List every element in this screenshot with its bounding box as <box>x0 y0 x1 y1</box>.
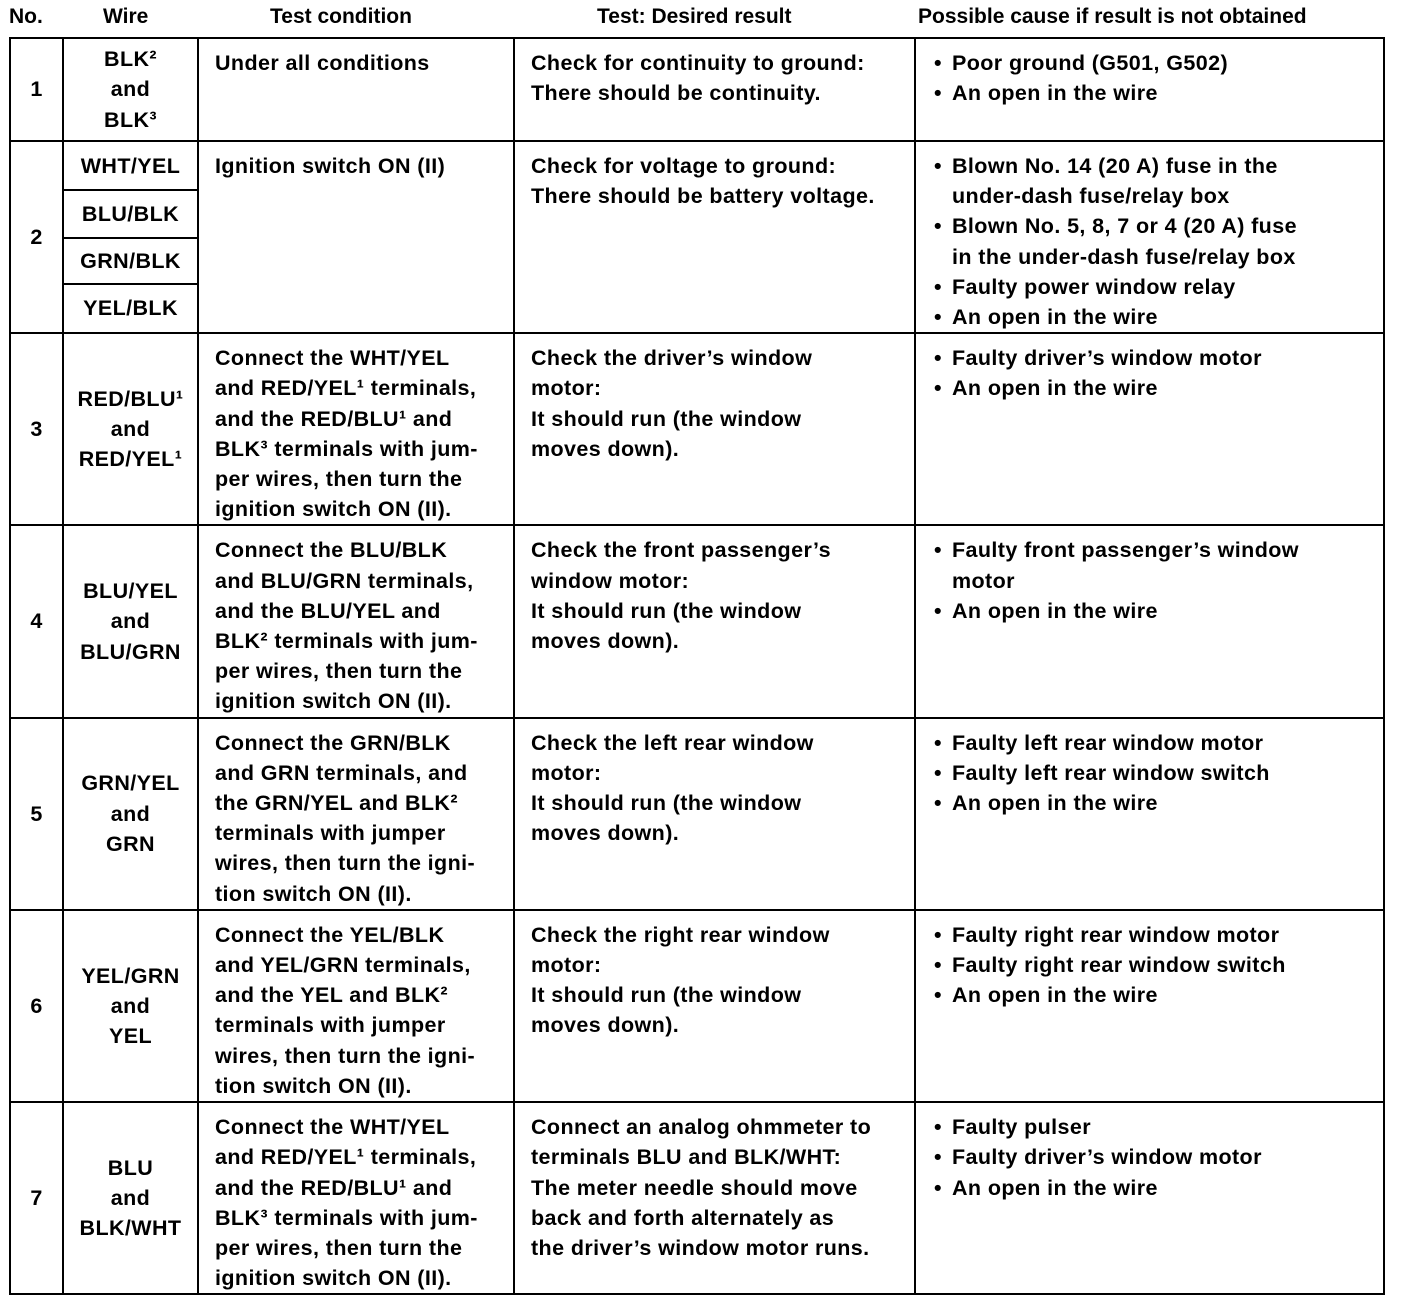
test-condition-cell <box>198 525 514 717</box>
cause-list <box>932 535 1383 626</box>
row-number: 3 <box>10 333 63 525</box>
cause-line: motor <box>952 568 1015 593</box>
wire-line: and <box>110 1186 151 1211</box>
wire-line: BLU <box>107 1155 154 1180</box>
test-condition-line: Connect the WHT/YEL <box>215 346 450 371</box>
test-condition-line: Ignition switch ON (II) <box>215 154 446 178</box>
desired-result-line: moves down). <box>531 629 680 654</box>
test-condition-line: and BLU/GRN terminals, <box>215 568 474 593</box>
desired-result-line: It should run (the window <box>531 791 802 816</box>
desired-result-cell <box>514 141 915 333</box>
wire-line: and <box>110 993 151 1018</box>
cause-line: • An open in the wire <box>952 376 1158 401</box>
cause-line: • An open in the wire <box>952 81 1158 106</box>
cause-line: • Faulty power window relay <box>952 274 1236 299</box>
wire-line: RED/BLU¹ <box>77 387 184 412</box>
desired-result-line: Check for continuity to ground: <box>531 51 865 75</box>
test-condition-line: tion switch ON (II). <box>215 881 412 906</box>
cause-item <box>932 728 1383 758</box>
test-condition-line: BLK² terminals with jum- <box>215 629 478 654</box>
test-condition-line: ignition switch ON (II). <box>215 1266 452 1291</box>
wire-cell <box>63 38 198 141</box>
cause-item <box>932 1173 1383 1203</box>
wire-line: YEL <box>108 1024 152 1049</box>
test-condition-cell <box>198 333 514 525</box>
desired-result-line: Check the front passenger’s <box>531 538 831 563</box>
possible-cause-cell <box>915 910 1384 1102</box>
wire-line: and <box>110 417 151 442</box>
cause-item <box>932 1142 1383 1172</box>
test-condition-line: Connect the GRN/BLK <box>215 730 451 755</box>
desired-result-line: It should run (the window <box>531 406 802 431</box>
desired-result-line: The meter needle should move <box>531 1175 858 1200</box>
desired-result-cell <box>514 38 915 141</box>
cause-list <box>932 1112 1383 1203</box>
row-number: 6 <box>10 910 63 1102</box>
possible-cause-cell <box>915 1102 1384 1294</box>
desired-result-line: motor: <box>531 376 602 401</box>
cause-line: • Faulty driver’s window motor <box>952 1145 1262 1170</box>
cause-list <box>932 728 1383 819</box>
cause-item <box>932 535 1383 595</box>
desired-result-line: Check the driver’s window <box>531 346 813 371</box>
desired-result-line: the driver’s window motor runs. <box>531 1235 870 1260</box>
possible-cause-cell <box>915 141 1384 333</box>
test-condition-line: and RED/YEL¹ terminals, <box>215 1145 477 1170</box>
test-condition-line: per wires, then turn the <box>215 467 463 492</box>
desired-result-cell <box>514 1102 915 1294</box>
cause-line: • Faulty driver’s window motor <box>952 346 1262 371</box>
desired-result-cell <box>514 910 915 1102</box>
possible-cause-cell <box>915 333 1384 525</box>
desired-result-line: motor: <box>531 953 602 978</box>
test-condition-line: and the RED/BLU¹ and <box>215 406 453 431</box>
cause-item <box>932 272 1383 302</box>
cause-item <box>932 980 1383 1010</box>
test-condition-line: BLK³ terminals with jum- <box>215 1205 478 1230</box>
test-condition-line: wires, then turn the igni- <box>215 1043 476 1068</box>
cause-line: • Faulty right rear window switch <box>952 953 1286 978</box>
desired-result-line: motor: <box>531 760 602 785</box>
cause-list <box>932 151 1383 332</box>
desired-result-line: Check for voltage to ground: <box>531 154 837 178</box>
row-number: 4 <box>10 525 63 717</box>
cause-item <box>932 211 1383 271</box>
row-number: 7 <box>10 1102 63 1294</box>
wire-line: and <box>110 77 151 102</box>
table-row <box>10 718 1384 910</box>
cause-line: • Blown No. 14 (20 A) fuse in the <box>952 154 1278 178</box>
table-row <box>10 1102 1384 1294</box>
wire-line: YEL/GRN <box>81 963 180 988</box>
wire-cell <box>63 718 198 910</box>
test-condition-line: and YEL/GRN terminals, <box>215 953 471 978</box>
wire-cell: BLU/BLK <box>63 190 198 237</box>
desired-result-line: back and forth alternately as <box>531 1205 835 1230</box>
row-number: 5 <box>10 718 63 910</box>
cause-line: • An open in the wire <box>952 791 1158 816</box>
test-condition-line: the GRN/YEL and BLK² <box>215 791 458 816</box>
desired-result-line: window motor: <box>531 568 690 593</box>
cause-item <box>932 302 1383 332</box>
table-row <box>10 525 1384 717</box>
test-condition-line: Connect the YEL/BLK <box>215 922 445 947</box>
wire-line: BLK/WHT <box>79 1216 182 1241</box>
test-condition-line: BLK³ terminals with jum- <box>215 436 478 461</box>
header-no: No. <box>9 5 43 28</box>
wire-line: GRN <box>106 831 155 856</box>
cause-line: • Poor ground (G501, G502) <box>952 51 1229 75</box>
desired-result-line: moves down). <box>531 1013 680 1038</box>
cause-item <box>932 373 1383 403</box>
troubleshooting-table <box>9 37 1385 1295</box>
cause-line: • An open in the wire <box>952 1175 1158 1200</box>
test-condition-line: and GRN terminals, and <box>215 760 468 785</box>
desired-result-line: Check the right rear window <box>531 922 830 947</box>
desired-result-cell <box>514 525 915 717</box>
test-condition-cell <box>198 141 514 333</box>
wire-cell <box>63 910 198 1102</box>
cause-line: • An open in the wire <box>952 305 1158 330</box>
cause-item <box>932 78 1383 108</box>
desired-result-line: moves down). <box>531 821 680 846</box>
cause-line: • An open in the wire <box>952 598 1158 623</box>
test-condition-line: ignition switch ON (II). <box>215 689 452 714</box>
test-condition-line: per wires, then turn the <box>215 1235 463 1260</box>
cause-list <box>932 920 1383 1011</box>
wire-cell: WHT/YEL <box>63 141 198 190</box>
row-number: 2 <box>10 141 63 333</box>
cause-item <box>932 920 1383 950</box>
desired-result-line: Connect an analog ohmmeter to <box>531 1115 872 1140</box>
desired-result-line: Check the left rear window <box>531 730 814 755</box>
possible-cause-cell <box>915 38 1384 141</box>
wire-line: BLU/YEL <box>83 579 178 604</box>
desired-result-line: terminals BLU and BLK/WHT: <box>531 1145 842 1170</box>
test-condition-line: and RED/YEL¹ terminals, <box>215 376 477 401</box>
test-condition-line: and the BLU/YEL and <box>215 598 441 623</box>
table-row <box>10 141 1384 190</box>
cause-line: • An open in the wire <box>952 983 1158 1008</box>
header-result: Test: Desired result <box>597 5 792 28</box>
table-row <box>10 333 1384 525</box>
test-condition-line: terminals with jumper <box>215 821 446 846</box>
cause-line: • Faulty left rear window motor <box>952 730 1264 755</box>
wire-cell <box>63 525 198 717</box>
test-condition-line: Connect the BLU/BLK <box>215 538 448 563</box>
cause-item <box>932 596 1383 626</box>
possible-cause-cell <box>915 718 1384 910</box>
table-row <box>10 910 1384 1102</box>
wire-line: BLK³ <box>104 107 157 132</box>
test-condition-line: wires, then turn the igni- <box>215 851 476 876</box>
header-wire: Wire <box>103 5 149 28</box>
cause-line: under-dash fuse/relay box <box>952 184 1230 209</box>
wire-line: BLU/GRN <box>80 639 181 664</box>
test-condition-cell <box>198 910 514 1102</box>
cause-item <box>932 1112 1383 1142</box>
cause-item <box>932 788 1383 818</box>
desired-result-cell <box>514 333 915 525</box>
test-condition-line: Under all conditions <box>215 51 430 75</box>
cause-item <box>932 151 1383 211</box>
wire-cell <box>63 1102 198 1294</box>
desired-result-line: It should run (the window <box>531 983 802 1008</box>
wire-cell: YEL/BLK <box>63 284 198 333</box>
row-number: 1 <box>10 38 63 141</box>
desired-result-line: moves down). <box>531 436 680 461</box>
cause-item <box>932 950 1383 980</box>
wire-line: RED/YEL¹ <box>78 447 183 472</box>
test-condition-cell <box>198 718 514 910</box>
cause-item <box>932 48 1383 78</box>
test-condition-line: per wires, then turn the <box>215 659 463 684</box>
cause-list <box>932 343 1383 403</box>
desired-result-line: It should run (the window <box>531 598 802 623</box>
header-cause: Possible cause if result is not obtained <box>918 5 1307 28</box>
wire-line: and <box>110 609 151 634</box>
desired-result-line: There should be continuity. <box>531 81 821 106</box>
cause-list <box>932 48 1383 108</box>
header-condition: Test condition <box>270 5 412 28</box>
wire-line: GRN/YEL <box>81 771 180 796</box>
test-condition-line: terminals with jumper <box>215 1013 446 1038</box>
cause-line: in the under-dash fuse/relay box <box>952 244 1296 269</box>
test-condition-line: tion switch ON (II). <box>215 1073 412 1098</box>
cause-line: • Blown No. 5, 8, 7 or 4 (20 A) fuse <box>952 214 1297 239</box>
cause-line: • Faulty pulser <box>952 1115 1092 1140</box>
cause-line: • Faulty right rear window motor <box>952 922 1280 947</box>
table-row <box>10 38 1384 141</box>
wire-cell <box>63 333 198 525</box>
test-condition-cell <box>198 1102 514 1294</box>
wire-line: BLK² <box>104 47 157 72</box>
cause-item <box>932 343 1383 373</box>
desired-result-cell <box>514 718 915 910</box>
desired-result-line: There should be battery voltage. <box>531 184 875 209</box>
wire-line: and <box>110 801 151 826</box>
test-condition-cell <box>198 38 514 141</box>
cause-item <box>932 758 1383 788</box>
test-condition-line: and the YEL and BLK² <box>215 983 448 1008</box>
test-condition-line: ignition switch ON (II). <box>215 497 452 522</box>
wire-cell: GRN/BLK <box>63 238 198 284</box>
possible-cause-cell <box>915 525 1384 717</box>
cause-line: • Faulty front passenger’s window <box>952 538 1299 563</box>
cause-line: • Faulty left rear window switch <box>952 760 1270 785</box>
test-condition-line: and the RED/BLU¹ and <box>215 1175 453 1200</box>
test-condition-line: Connect the WHT/YEL <box>215 1115 450 1140</box>
